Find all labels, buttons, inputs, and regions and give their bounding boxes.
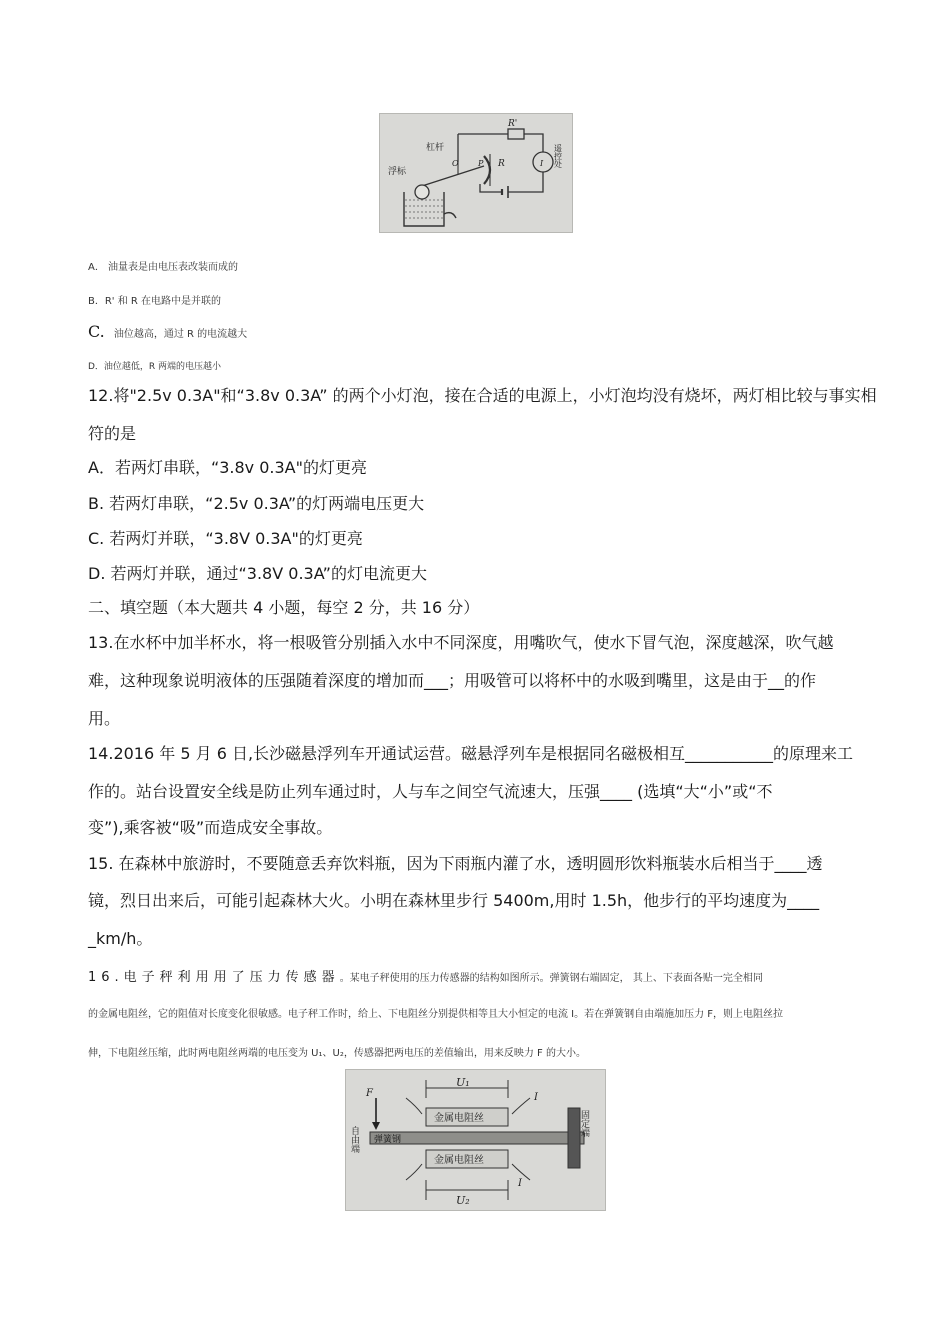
q16-line-3: 伸，下电阻丝压缩，此时两电阻丝两端的电压变为 U₁、U₂，传感器把两电压的差值输出，用来反映力 F 的大小。 (88, 1048, 586, 1059)
section-2-heading: 二、填空题（本大题共 4 小题，每空 2 分，共 16 分） (88, 598, 480, 617)
label-fixed-end: 固定端 (579, 1110, 589, 1137)
q16-line-1-rest: 。某电子秤使用的压力传感器的结构如图所示。弹簧钢右端固定， 其上、下表面各贴一完全相同 (339, 973, 763, 984)
q11-option-c-letter: C. (88, 322, 105, 341)
q12-line-1: 12.将"2.5v 0.3A"和“3.8v 0.3A” 的两个小灯泡，接在合适的电源上，小灯泡均没有烧坏，两灯相比较与事实相 (88, 386, 877, 405)
q11-option-d: D．油位越低，R 两端的电压越小 (88, 362, 222, 372)
label-u1: U₁ (456, 1076, 470, 1089)
q11-option-b: B．R' 和 R 在电路中是并联的 (88, 296, 222, 307)
q14-line-1: 14.2016 年 5 月 6 日,长沙磁悬浮列车开通试运营。磁悬浮列车是根据同名磁极相互___________的原理来工 (88, 744, 854, 763)
label-u2: U₂ (456, 1194, 470, 1207)
label-remote: 遥控处 (553, 144, 563, 168)
label-spring: 弹簧钢 (374, 1135, 402, 1145)
q14-line-2: 作的。站台设置安全线是防止列车通过时，人与车之间空气流速大，压强____ (选填“大“小”或“不 (88, 782, 773, 801)
oil-gauge-circuit-figure (379, 113, 573, 233)
q11-option-c-text: 油位越高，通过 R 的电流越大 (113, 329, 248, 340)
label-r: R (498, 159, 505, 169)
label-top-wire: 金属电阻丝 (434, 1113, 484, 1124)
q16-line-1 (88, 966, 763, 985)
label-bottom-wire: 金属电阻丝 (434, 1155, 484, 1166)
q11-option-c (88, 322, 247, 341)
q13-line-1: 13.在水杯中加半杯水，将一根吸管分别插入水中不同深度，用嘴吹气，使水下冒气泡，深度越深，吹气越 (88, 633, 834, 652)
spring-steel-bar (370, 1132, 584, 1144)
q15-line-3: _km/h。 (88, 929, 153, 948)
label-r-prime: R' (508, 119, 518, 129)
label-meter: I (540, 159, 544, 168)
label-lever: 杠杆 (426, 143, 445, 153)
label-force: F (366, 1088, 373, 1099)
q12-option-c: C. 若两灯并联，“3.8V 0.3A"的灯更亮 (88, 529, 363, 548)
label-free-end: 自由端 (349, 1126, 359, 1153)
q15-line-1: 15. 在森林中旅游时，不要随意丢弃饮料瓶，因为下雨瓶内灌了水，透明圆形饮料瓶装水后相当于____透 (88, 854, 823, 873)
float-icon (415, 185, 429, 199)
q12-line-2: 符的是 (88, 424, 137, 443)
lever (422, 166, 484, 186)
oil-gauge-circuit-svg (380, 114, 572, 232)
label-current-bottom: I (518, 1178, 522, 1189)
label-o: O (452, 159, 459, 168)
q13-line-3: 用。 (88, 709, 121, 728)
q12-option-d: D. 若两灯并联，通过“3.8V 0.3A”的灯电流更大 (88, 564, 427, 583)
q13-line-2: 难，这种现象说明液体的压强随着深度的增加而___；用吸管可以将杯中的水吸到嘴里，这是由于__的作 (88, 671, 817, 690)
q11-option-a: A． 油量表是由电压表改装而成的 (88, 262, 239, 273)
resistor-r-prime (508, 129, 524, 139)
q12-option-b: B. 若两灯串联，“2.5v 0.3A”的灯两端电压更大 (88, 494, 425, 513)
q15-line-2: 镜，烈日出来后，可能引起森林大火。小明在森林里步行 5400m,用时 1.5h，他步行的平均速度为____ (88, 891, 820, 910)
q14-line-3: 变”),乘客被“吸”而造成安全事故。 (88, 818, 333, 837)
q16-line-2: 的金属电阻丝，它的阻值对长度变化很敏感。电子秤工作时，给上、下电阻丝分别提供相等且大小恒定的电流 I。若在弹簧钢自由端施加压力 F，则上电阻丝拉 (88, 1009, 784, 1020)
resistor-r (484, 156, 490, 184)
label-p: P (478, 159, 484, 168)
pressure-sensor-svg (346, 1070, 605, 1210)
label-float: 浮标 (388, 167, 407, 177)
q12-option-a: A．若两灯串联，“3.8v 0.3A"的灯更亮 (88, 458, 367, 477)
q16-lead: 16.电子秤利用用了压力传感器 (88, 970, 340, 985)
pressure-sensor-figure (345, 1069, 606, 1211)
label-current-top: I (534, 1092, 538, 1103)
